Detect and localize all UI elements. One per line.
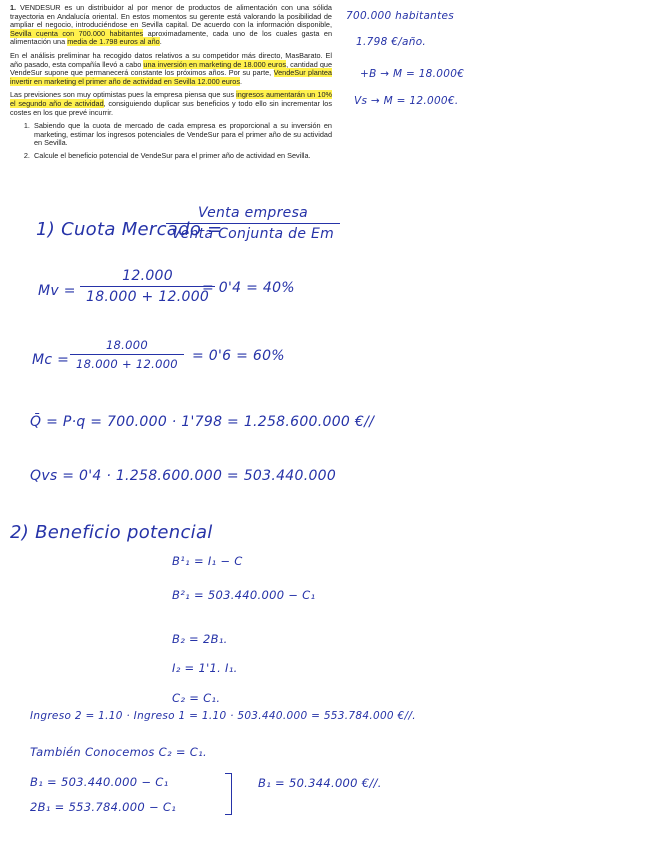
mc-result: = 0'6 = 60% [192, 348, 285, 364]
highlight: media de 1.798 euros al año [67, 37, 160, 47]
fraction-numerator: Venta empresa [198, 205, 309, 221]
fraction-numerator: 18.000 [105, 338, 148, 352]
highlight: ingresos aumentarán un 10% el segundo año de actividad [10, 90, 333, 108]
formula-b1: B¹₁ = I₁ − C [172, 554, 243, 568]
formula-system-2: 2B₁ = 553.784.000 − C₁ [30, 800, 177, 814]
note-habitantes: 700.000 habitantes [346, 10, 455, 22]
highlight: Sevilla cuenta con 700.000 habitantes [10, 28, 144, 38]
highlight: VendeSur plantea invertir en marketing el primer año de actividad en Sevilla 12.000 euros [10, 68, 332, 86]
formula-system-1: B₁ = 503.440.000 − C₁ [30, 775, 169, 789]
fraction-cuota-mercado [166, 205, 340, 242]
highlight: una inversión en marketing de 18.000 euros [143, 59, 287, 69]
note-vendesur: Vs → M = 12.000€. [354, 95, 459, 107]
fraction-mv [80, 268, 215, 305]
mc-lhs: Mc = [32, 352, 70, 368]
total-demand-line: Q̄ = P·q = 700.000 · 1'798 = 1.258.600.000 €// [30, 414, 375, 430]
question-2: 2. Calcule el beneficio potencial de VendeSur para el primer año de actividad en Sevilla. [32, 152, 332, 161]
exercise-paragraph-2: En el análisis preliminar ha recogido datos relativos a su competidor más directo, MasBarato. El año pasado, esta compañía llevó a cabo una inversión en marketing de 18.000 euros, cantidad que VendeSur supone que permanecerá constante los próximos años. Por su parte, VendeSur plantea invertir en marketing el primer año de actividad en Sevilla 12.000 euros. [10, 50, 332, 86]
fraction-numerator: 12.000 [122, 268, 173, 284]
fraction-denominator: 18.000 + 12.000 [76, 357, 178, 371]
fraction-denominator: venta Conjunta de Em [172, 226, 335, 242]
formula-c2: C₂ = C₁. [172, 691, 221, 705]
exercise-paragraph-3: Las previsiones son muy optimistas pues la empresa piensa que sus ingresos aumentarán un 10% el segundo año de actividad, consiguiendo duplicar sus beneficios y todo ello sin incrementar los costes en los que prevé incurrir. [10, 90, 333, 117]
formula-ingreso2: Ingreso 2 = 1.10 · Ingreso 1 = 1.10 · 503.440.000 = 553.784.000 €//. [30, 710, 416, 722]
exercise-number: 1. [10, 3, 17, 12]
vendesur-revenue-line: Qvs = 0'4 · 1.258.600.000 = 503.440.000 [30, 468, 337, 484]
formula-b1-result: B₁ = 50.344.000 €//. [258, 776, 382, 790]
formula-costes: También Conocemos C₂ = C₁. [30, 745, 207, 759]
heading-cuota-mercado: 1) Cuota Mercado = [36, 219, 223, 240]
exercise-paragraph-1: 1. VENDESUR es un distribuidor al por menor de productos de alimentación con una sólida trayectoria en Andalucía oriental. En estos momentos su gerente está valorando la posibilidad de ampliar el negocio, introduciéndose en Sevilla capital. De acuerdo con la información disponible, Sevilla cuenta con 700.000 habitantes aproximadamente, cada uno de los cuales gasta en alimentación una media de 1.798 euros al año. [10, 3, 333, 47]
fraction-denominator: 18.000 + 12.000 [86, 289, 210, 305]
mv-result: = 0'4 = 40% [202, 280, 295, 296]
formula-b2: B₂ = 2B₁. [172, 632, 228, 646]
formula-i2: I₂ = 1'1. I₁. [172, 661, 238, 675]
question-1: 1. Sabiendo que la cuota de mercado de cada empresa es proporcional a su inversión en marketing, estimar los ingresos potenciales de VendeSur para el primer año de su actividad en Sevilla. [32, 122, 332, 148]
exercise-text [10, 4, 332, 165]
question-list [10, 122, 332, 160]
system-bracket [225, 773, 232, 815]
note-masbarato: +B → M = 18.000€ [360, 68, 465, 80]
mv-lhs: Mv = [38, 283, 76, 299]
formula-b1-value: B²₁ = 503.440.000 − C₁ [172, 588, 316, 602]
note-gasto: 1.798 €/año. [356, 36, 427, 48]
fraction-mc [70, 338, 184, 371]
heading-beneficio: 2) Beneficio potencial [10, 522, 213, 543]
